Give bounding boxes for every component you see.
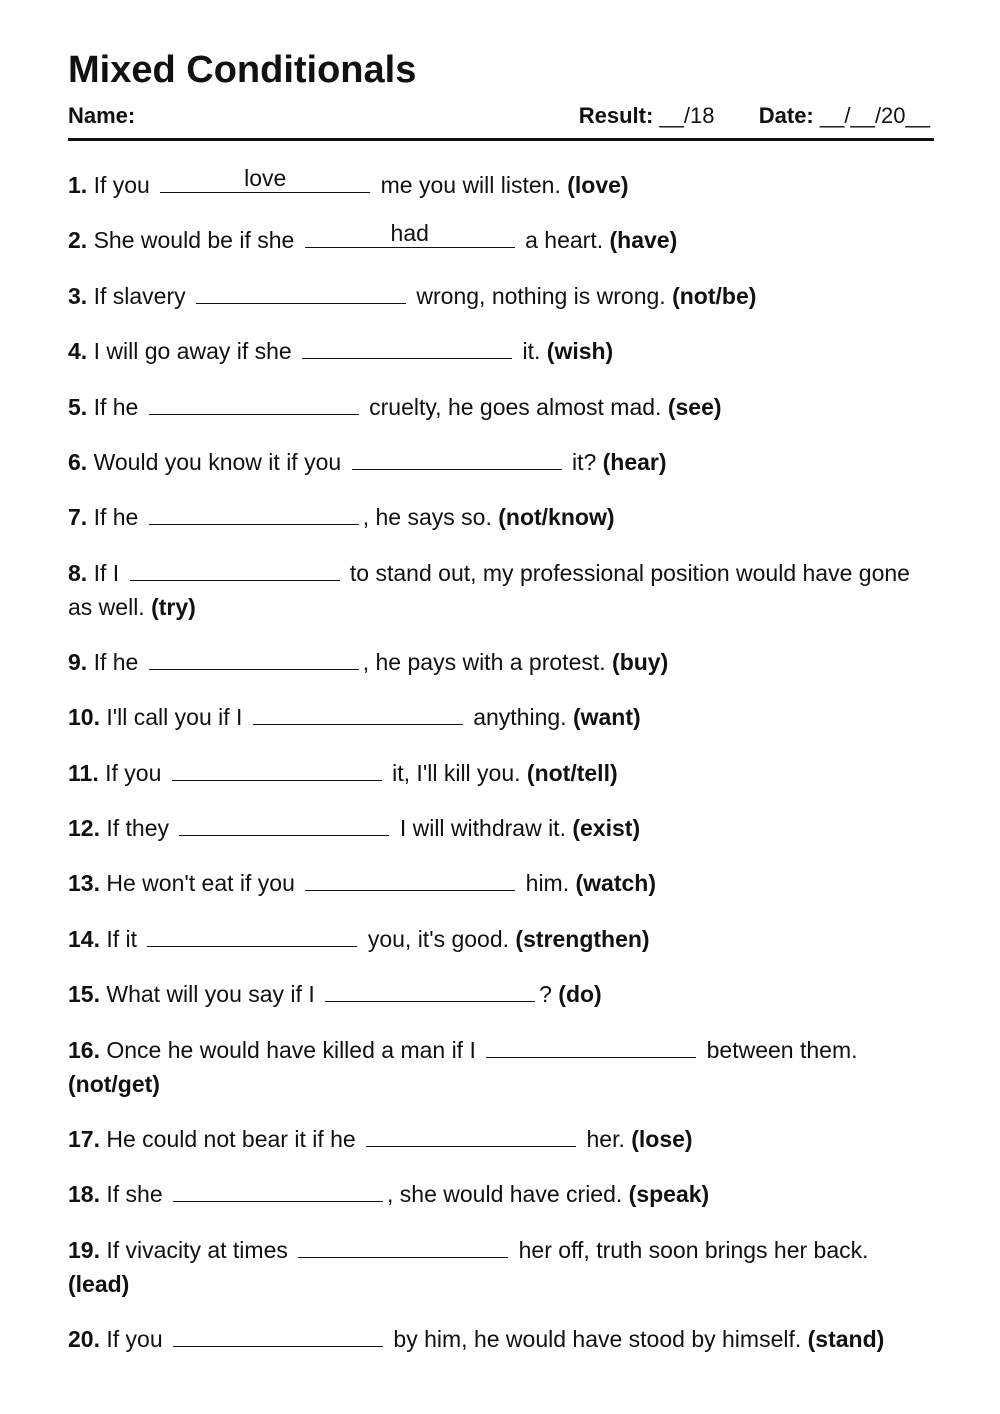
verb-hint: (not/get) [68, 1071, 160, 1097]
question-item [68, 922, 934, 956]
question-item [68, 811, 934, 845]
date-value: __/__/20__ [819, 103, 930, 128]
answer-blank[interactable] [149, 649, 359, 670]
question-text-before: Would you know it if you [93, 449, 342, 475]
question-text-before: He could not bear it if he [106, 1126, 356, 1152]
question-item [68, 165, 934, 202]
question-number: 9. [68, 649, 88, 675]
question-text-after: between them. [706, 1037, 858, 1063]
question-item [68, 334, 934, 368]
question-number: 11. [68, 760, 99, 786]
question-text-after: wrong, nothing is wrong. [416, 283, 666, 309]
question-text-before: If he [93, 649, 139, 675]
verb-hint: (hear) [602, 449, 667, 475]
verb-hint: (love) [567, 172, 629, 198]
question-item [68, 1233, 934, 1301]
question-item [68, 556, 934, 624]
question-text-after: it, I'll kill you. [392, 760, 521, 786]
question-text-before: If you [105, 760, 162, 786]
verb-hint: (see) [667, 394, 722, 420]
question-number: 8. [68, 560, 88, 586]
question-text-after: her off, truth soon brings her back. [518, 1237, 869, 1263]
question-number: 14. [68, 926, 100, 952]
question-text-before: If vivacity at times [106, 1237, 288, 1263]
question-number: 20. [68, 1326, 100, 1352]
question-item [68, 220, 934, 257]
answer-blank[interactable] [486, 1037, 696, 1058]
verb-hint: (speak) [628, 1181, 710, 1207]
question-text-before: If you [106, 1326, 163, 1352]
question-text-before: I'll call you if I [106, 704, 243, 730]
question-text-after: , she would have cried. [387, 1181, 623, 1207]
verb-hint: (lose) [631, 1126, 693, 1152]
answer-blank[interactable] [149, 394, 359, 415]
verb-hint: (try) [151, 594, 196, 620]
result-date-group [579, 102, 930, 130]
question-text-after: , he says so. [362, 504, 492, 530]
question-item [68, 445, 934, 479]
question-text-before: She would be if she [93, 227, 295, 253]
answer-blank[interactable] [305, 870, 515, 891]
answer-blank[interactable] [352, 449, 562, 470]
question-number: 5. [68, 394, 88, 420]
verb-hint: (stand) [807, 1326, 885, 1352]
header-divider [68, 138, 934, 141]
date-label: Date: [758, 103, 814, 128]
question-item [68, 1322, 934, 1356]
question-number: 13. [68, 870, 100, 896]
question-text-before: If I [93, 560, 120, 586]
answer-text: love [244, 165, 287, 191]
verb-hint: (not/know) [498, 504, 615, 530]
question-item [68, 1177, 934, 1211]
verb-hint: (do) [558, 981, 602, 1007]
question-text-before: He won't eat if you [106, 870, 295, 896]
question-item [68, 1033, 934, 1101]
answer-blank[interactable] [160, 165, 370, 193]
question-number: 18. [68, 1181, 100, 1207]
question-text-before: If you [93, 172, 150, 198]
question-number: 16. [68, 1037, 100, 1063]
answer-blank[interactable] [325, 981, 535, 1002]
answer-blank[interactable] [130, 560, 340, 581]
answer-blank[interactable] [196, 283, 406, 304]
header-row [68, 102, 934, 130]
answer-blank[interactable] [305, 220, 515, 248]
question-text-before: I will go away if she [93, 338, 292, 364]
verb-hint: (want) [572, 704, 641, 730]
question-text-before: If he [93, 394, 139, 420]
question-item [68, 279, 934, 313]
question-text-after: it. [522, 338, 541, 364]
question-number: 10. [68, 704, 100, 730]
question-text-after: you, it's good. [367, 926, 510, 952]
question-number: 4. [68, 338, 88, 364]
answer-blank[interactable] [298, 1237, 508, 1258]
question-item [68, 645, 934, 679]
verb-hint: (lead) [68, 1271, 130, 1297]
question-item [68, 756, 934, 790]
verb-hint: (not/be) [672, 283, 757, 309]
verb-hint: (wish) [546, 338, 614, 364]
question-item [68, 500, 934, 534]
question-text-after: him. [525, 870, 570, 896]
question-text-after: , he pays with a protest. [362, 649, 606, 675]
answer-blank[interactable] [253, 704, 463, 725]
question-text-after: me you will listen. [380, 172, 561, 198]
answer-blank[interactable] [179, 815, 389, 836]
question-text-after: by him, he would have stood by himself. [393, 1326, 802, 1352]
result-label: Result: [578, 103, 654, 128]
answer-text: had [390, 220, 429, 246]
question-number: 1. [68, 172, 88, 198]
answer-blank[interactable] [172, 760, 382, 781]
question-number: 19. [68, 1237, 100, 1263]
question-number: 7. [68, 504, 88, 530]
question-item [68, 390, 934, 424]
question-item [68, 977, 934, 1011]
question-number: 2. [68, 227, 88, 253]
question-number: 12. [68, 815, 100, 841]
verb-hint: (buy) [612, 649, 669, 675]
answer-blank[interactable] [302, 338, 512, 359]
answer-blank[interactable] [173, 1326, 383, 1347]
question-text-after: it? [571, 449, 597, 475]
question-text-after: cruelty, he goes almost mad. [369, 394, 662, 420]
question-text-after: a heart. [525, 227, 604, 253]
question-number: 3. [68, 283, 88, 309]
question-item [68, 700, 934, 734]
verb-hint: (watch) [575, 870, 656, 896]
question-text-after: ? [539, 981, 552, 1007]
question-number: 17. [68, 1126, 100, 1152]
question-text-after: I will withdraw it. [399, 815, 566, 841]
verb-hint: (exist) [572, 815, 641, 841]
result-value: __/18 [659, 103, 715, 128]
verb-hint: (not/tell) [526, 760, 618, 786]
question-text-before: Once he would have killed a man if I [106, 1037, 476, 1063]
question-text-before: If he [93, 504, 139, 530]
answer-blank[interactable] [147, 926, 357, 947]
question-number: 6. [68, 449, 88, 475]
question-text-after: her. [586, 1126, 625, 1152]
page-title: Mixed Conditionals [68, 49, 417, 91]
verb-hint: (strengthen) [515, 926, 650, 952]
question-item [68, 1122, 934, 1156]
question-number: 15. [68, 981, 100, 1007]
answer-blank[interactable] [173, 1181, 383, 1202]
answer-blank[interactable] [366, 1126, 576, 1147]
question-text-after: anything. [473, 704, 567, 730]
question-text-before: If they [106, 815, 170, 841]
answer-blank[interactable] [149, 504, 359, 525]
question-text-before: If she [106, 1181, 163, 1207]
question-text-before: What will you say if I [106, 981, 315, 1007]
question-text-after: to stand out, my professional position would have gone as well. [68, 560, 910, 620]
question-text-before: If slavery [93, 283, 186, 309]
name-label: Name: [68, 103, 136, 128]
verb-hint: (have) [609, 227, 678, 253]
question-text-before: If it [106, 926, 138, 952]
question-item [68, 866, 934, 900]
